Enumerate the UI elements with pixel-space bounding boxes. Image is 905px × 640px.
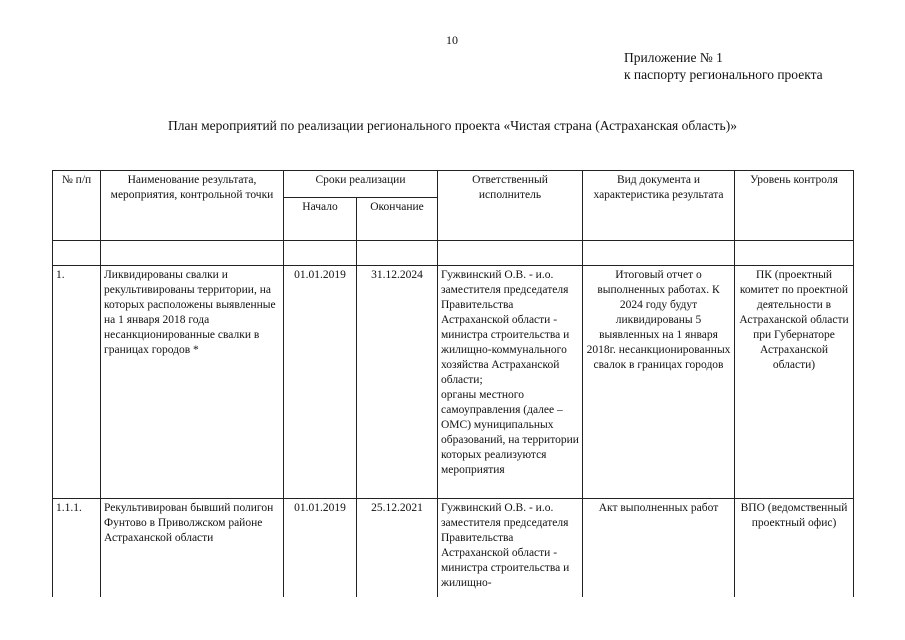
- header-name: Наименование результата, мероприятия, контрольной точки: [101, 171, 284, 241]
- table-row: [53, 266, 854, 499]
- header-doc: Вид документа и характеристика результата: [583, 171, 735, 241]
- spacer-row: [53, 241, 854, 266]
- appendix-line-1: Приложение № 1: [624, 50, 723, 65]
- header-end: Окончание: [357, 198, 438, 241]
- row-responsible: Гужвинский О.В. - и.о. заместителя председателя Правительства Астраханской области - министра строительства и жилищно-: [438, 499, 583, 598]
- row-control: ВПО (ведомственный проектный офис): [735, 499, 854, 598]
- header-num: № п/п: [53, 171, 101, 241]
- header-terms: Сроки реализации: [284, 171, 438, 198]
- header-responsible: Ответственный исполнитель: [438, 171, 583, 241]
- row-control: ПК (проектный комитет по проектной деятельности в Астраханской области при Губернаторе Астраханской области): [735, 266, 854, 499]
- row-end: 25.12.2021: [357, 499, 438, 598]
- header-start: Начало: [284, 198, 357, 241]
- row-num: 1.: [53, 266, 101, 499]
- row-start: 01.01.2019: [284, 266, 357, 499]
- row-doc: Итоговый отчет о выполненных работах. К 2024 году будут ликвидированы 5 выявленных на 1 января 2018г. несанкционированных свалок в границах городов: [583, 266, 735, 499]
- row-name: Рекультивирован бывший полигон Фунтово в Приволжском районе Астраханской области: [101, 499, 284, 598]
- plan-table: [52, 170, 854, 597]
- page-number: 10: [446, 33, 458, 47]
- plan-title: План мероприятий по реализации регионального проекта «Чистая страна (Астраханская область)»: [168, 118, 737, 133]
- appendix-note: [624, 49, 823, 83]
- header-control: Уровень контроля: [735, 171, 854, 241]
- row-end: 31.12.2024: [357, 266, 438, 499]
- row-start: 01.01.2019: [284, 499, 357, 598]
- appendix-line-2: к паспорту регионального проекта: [624, 67, 823, 82]
- table-row: [53, 499, 854, 598]
- row-doc: Акт выполненных работ: [583, 499, 735, 598]
- row-responsible: Гужвинский О.В. - и.о. заместителя председателя Правительства Астраханской области - министра строительства и жилищно-коммунального хозяйства Астраханской области; органы местного самоуправления (далее – ОМС) муниципальных образований, на территории которых реализуются мероприятия: [438, 266, 583, 499]
- row-num: 1.1.1.: [53, 499, 101, 598]
- row-name: Ликвидированы свалки и рекультивированы территории, на которых расположены выявленные на 1 января 2018 года несанкционированные свалки в границах городов *: [101, 266, 284, 499]
